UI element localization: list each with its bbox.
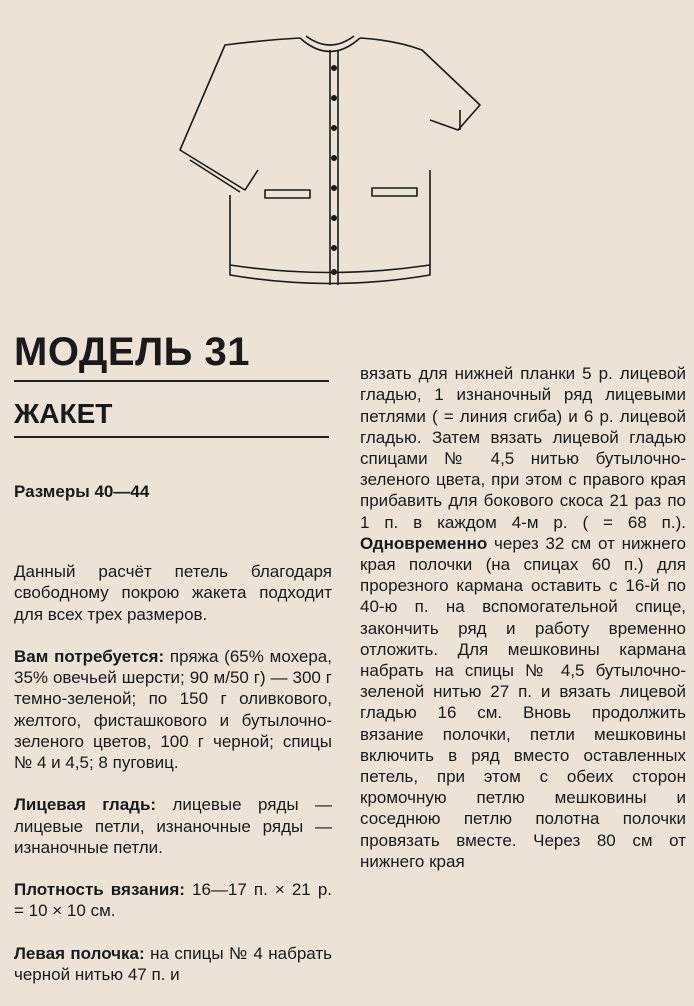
intro-paragraph [14,561,332,625]
front-label: Левая полочка: [14,943,145,963]
page-title: МОДЕЛЬ 31 [14,330,251,374]
gauge-label: Плотность вязания: [14,880,185,900]
right-bold-word: Одновременно [360,533,488,553]
jacket-sketch [160,10,500,310]
intro-text: Данный расчёт петель благодаря свободному покрою жакета подходит для всех трех размеров. [14,562,332,624]
materials-text: пряжа (65% мохера, 35% овечьей шерсти; 90 м/50 г) — 300 г темно-зеленой; по 150 г оливкового, желтого, фисташкового и бутылочно-зеленого цветов, 100 г черной; спицы № 4 и 4,5; 8 пуговиц. [14,647,332,773]
stitch-text: лицевые ряды — лицевые петли, изнаночные ряды — изнаночные петли. [14,795,332,857]
title-divider [14,380,329,382]
front-paragraph [14,943,332,985]
left-column [14,540,332,1006]
right-column [360,342,686,893]
sizes-line: Размеры 40—44 [14,482,150,501]
materials-label: Вам потребуется: [14,647,165,667]
stitch-paragraph [14,794,332,858]
right-paragraph [360,363,686,872]
right-text-2: через 32 см от нижнего края полочки (на спицах 60 п.) для прорезного кармана оставить с 16-й по 40-ю п. на вспомогательной спице, закончить ряд и работу временно отложить. Для мешковины кармана набрать на спицы № 4,5 бутылочно-зеленой нитью 27 п. и вязать лицевой гладью 16 см. Вновь продолжить вязание полочки, петли мешковины включить в ряд вместо оставленных петель, при этом с обеих сторон кромочную петлю мешковины и соседнюю петлю полотна полочки провязать вместе. Через 80 см от нижнего края [360,533,686,871]
materials-paragraph [14,646,332,773]
gauge-text: 16—17 п. × 21 р. = 10 × 10 см. [14,880,332,921]
subtitle-divider [14,436,329,438]
right-text-1: вязать для нижней планки 5 р. лицевой гладью, 1 изнаночный ряд лицевыми петлями ( = линия сгиба) и 6 р. лицевой гладью. Затем вязать лицевой гладью спицами № 4,5 нитью бутылочно-зеленого цвета, при этом с правого края прибавить для бокового скоса 21 раз по 1 п. в каждом 4-м р. ( = 68 п.). [360,364,686,532]
gauge-paragraph [14,879,332,921]
front-text: на спицы № 4 набрать черной нитью 47 п. и [14,943,332,985]
page-subtitle: ЖАКЕТ [14,398,113,429]
stitch-label: Лицевая гладь: [14,795,157,815]
